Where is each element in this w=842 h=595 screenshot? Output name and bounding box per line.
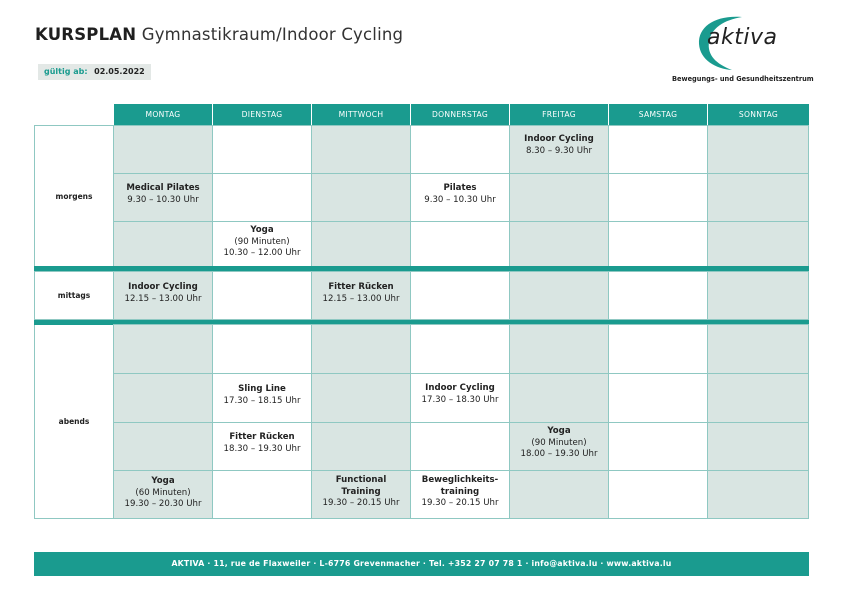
course-entry — [411, 183, 509, 206]
course-name-line2: training — [440, 486, 480, 497]
day-header-friday: FREITAG — [510, 104, 608, 126]
slot-cell — [410, 324, 510, 374]
course-detail: (90 Minuten) — [234, 236, 290, 247]
slot-cell — [410, 271, 510, 320]
slot-cell — [311, 221, 411, 267]
slot-cell — [212, 271, 312, 320]
course-time: 19.30 – 20.15 Uhr — [421, 498, 499, 508]
slot-cell — [707, 422, 809, 471]
logo-wordmark: aktiva — [707, 25, 778, 50]
course-detail: (60 Minuten) — [135, 487, 191, 498]
slot-cell — [410, 125, 510, 174]
period-label-midday: mittags — [34, 271, 114, 320]
slot-cell — [509, 324, 609, 374]
course-detail: (90 Minuten) — [531, 437, 587, 448]
slot-cell — [707, 271, 809, 320]
course-name: Sling Line — [238, 384, 286, 394]
day-header-wednesday: MITTWOCH — [312, 104, 410, 126]
day-header-thursday: DONNERSTAG — [411, 104, 509, 126]
course-time: 17.30 – 18.30 Uhr — [421, 394, 499, 405]
course-entry — [411, 383, 509, 406]
slot-cell — [113, 324, 213, 374]
valid-from-date: 02.05.2022 — [94, 67, 145, 76]
course-name: Yoga — [250, 225, 274, 235]
period-label-morning: morgens — [34, 125, 114, 267]
course-entry — [213, 225, 311, 260]
logo-tagline: Bewegungs- und Gesundheitszentrum — [672, 75, 814, 83]
slot-cell — [509, 373, 609, 423]
slot-cell — [509, 221, 609, 267]
course-time: 12.15 – 13.00 Uhr — [322, 293, 400, 304]
slot-cell — [113, 125, 213, 174]
course-name: Indoor Cycling — [524, 134, 594, 144]
slot-cell — [509, 271, 609, 320]
slot-cell — [608, 422, 708, 471]
slot-cell — [707, 470, 809, 519]
course-name: Indoor Cycling — [128, 282, 198, 292]
course-entry — [312, 475, 410, 510]
course-time: 8.30 – 9.30 Uhr — [525, 145, 593, 156]
day-header-saturday: SAMSTAG — [609, 104, 707, 126]
slot-cell — [608, 373, 708, 423]
course-time: 10.30 – 12.00 Uhr — [223, 248, 301, 258]
course-entry — [213, 432, 311, 455]
slot-cell — [509, 173, 609, 222]
slot-cell — [311, 125, 411, 174]
slot-cell — [311, 373, 411, 423]
course-entry — [114, 183, 212, 206]
schedule-grid — [34, 104, 809, 519]
slot-cell — [707, 324, 809, 374]
course-name: Fitter Rücken — [229, 432, 295, 442]
course-name: Fitter Rücken — [328, 282, 394, 292]
slot-cell — [707, 373, 809, 423]
slot-cell — [212, 173, 312, 222]
course-time: 17.30 – 18.15 Uhr — [223, 395, 301, 406]
footer-contact-bar: AKTIVA · 11, rue de Flaxweiler · L-6776 Grevenmacher · Tel. +352 27 07 78 1 · info@aktiva.lu · www.aktiva.lu — [34, 552, 809, 576]
course-name-line2: Training — [341, 486, 381, 497]
slot-cell — [212, 324, 312, 374]
course-time: 9.30 – 10.30 Uhr — [424, 194, 496, 205]
slot-cell — [311, 173, 411, 222]
valid-from-badge — [38, 64, 151, 80]
course-name: Indoor Cycling — [425, 383, 495, 393]
slot-cell — [113, 373, 213, 423]
course-entry — [411, 475, 509, 510]
slot-cell — [707, 173, 809, 222]
aktiva-logo — [672, 12, 812, 92]
title-subtitle: Gymnastikraum/Indoor Cycling — [141, 25, 404, 44]
course-name: Functional — [335, 475, 387, 485]
slot-cell — [608, 125, 708, 174]
slot-cell — [311, 422, 411, 471]
course-time: 12.15 – 13.00 Uhr — [124, 293, 202, 304]
slot-cell — [212, 470, 312, 519]
course-name: Beweglichkeits- — [421, 475, 499, 485]
slot-cell — [608, 173, 708, 222]
title-bold: KURSPLAN — [35, 25, 137, 44]
course-time: 19.30 – 20.15 Uhr — [322, 498, 400, 508]
day-header-sunday: SONNTAG — [708, 104, 809, 126]
slot-cell — [113, 422, 213, 471]
course-entry — [510, 134, 608, 157]
slot-cell — [410, 422, 510, 471]
slot-cell — [608, 470, 708, 519]
slot-cell — [707, 221, 809, 267]
page-title — [35, 25, 403, 44]
day-header-monday: MONTAG — [114, 104, 212, 126]
slot-cell — [113, 221, 213, 267]
slot-cell — [707, 125, 809, 174]
course-name: Pilates — [443, 183, 477, 193]
course-entry — [114, 282, 212, 305]
slot-cell — [410, 221, 510, 267]
slot-cell — [608, 324, 708, 374]
course-entry — [213, 384, 311, 407]
period-label-evening: abends — [34, 324, 114, 519]
slot-cell — [509, 470, 609, 519]
slot-cell — [212, 125, 312, 174]
slot-cell — [608, 221, 708, 267]
course-entry — [114, 476, 212, 511]
slot-cell — [608, 271, 708, 320]
course-time: 19.30 – 20.30 Uhr — [124, 499, 202, 509]
valid-from-label: gültig ab: — [44, 67, 88, 76]
slot-cell — [311, 324, 411, 374]
course-name: Yoga — [547, 426, 571, 436]
course-time: 18.00 – 19.30 Uhr — [520, 449, 598, 459]
course-name: Medical Pilates — [126, 183, 200, 193]
day-header-tuesday: DIENSTAG — [213, 104, 311, 126]
course-entry — [312, 282, 410, 305]
course-time: 9.30 – 10.30 Uhr — [127, 194, 199, 205]
course-name: Yoga — [151, 476, 175, 486]
course-entry — [510, 426, 608, 461]
course-time: 18.30 – 19.30 Uhr — [223, 443, 301, 454]
